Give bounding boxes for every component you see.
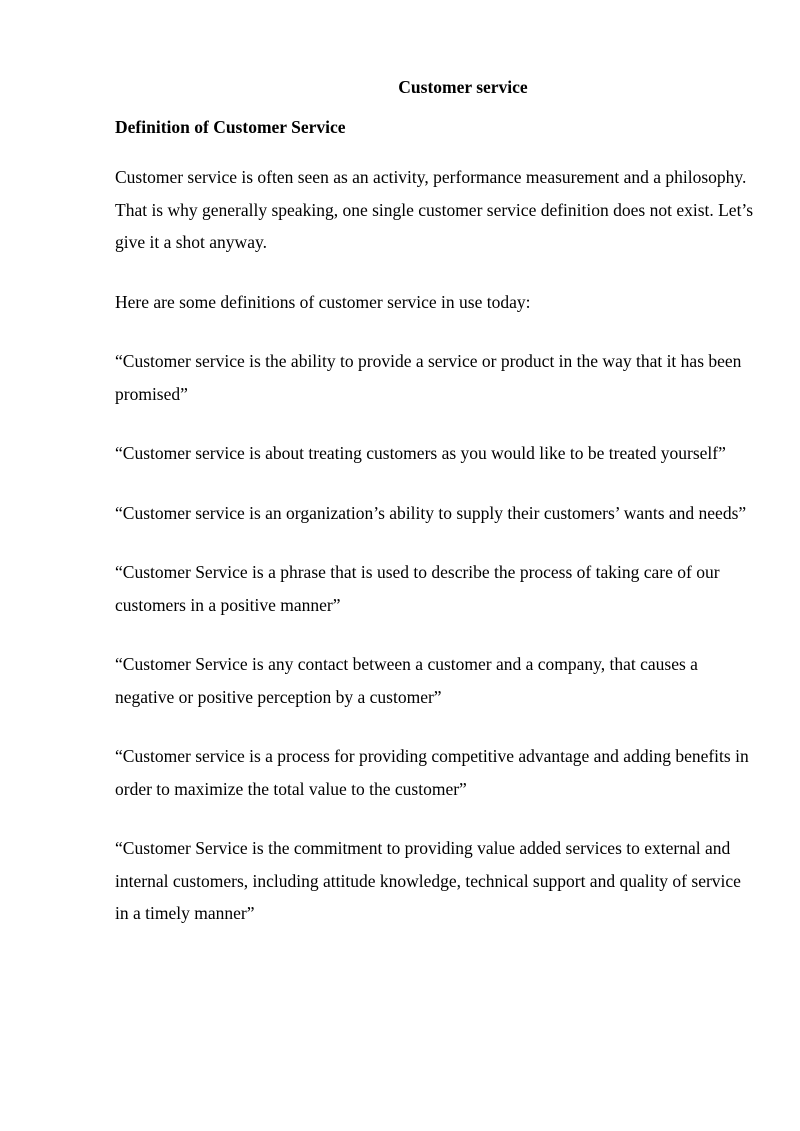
definition-quote: “Customer service is an organization’s ability to supply their customers’ wants and needs” (115, 502, 747, 523)
intro-paragraph (115, 161, 755, 259)
definition-quote: “Customer Service is a phrase that is used to describe the process of taking care of our customers in a positive manner” (115, 562, 720, 615)
definition-quote: “Customer Service is the commitment to providing value added services to external and internal customers, including attitude knowledge, technical support and quality of service in a timely manner” (115, 838, 741, 923)
section-heading: Definition of Customer Service (115, 117, 346, 137)
intro-line-2: That is why generally speaking, one single customer service definition does not exist. Let’s give it a shot anyway. (115, 199, 754, 252)
definition-quote: “Customer service is a process for providing competitive advantage and adding benefits in order to maximize the total value to the customer” (115, 746, 749, 799)
definition-quote: “Customer service is the ability to provide a service or product in the way that it has been promised” (115, 351, 742, 404)
definition-quote: “Customer service is about treating customers as you would like to be treated yourself” (115, 443, 726, 463)
intro-line-1: Customer service is often seen as an activity, performance measurement and a philosophy. (115, 167, 747, 187)
document-body (115, 116, 755, 957)
definition-quote: “Customer Service is any contact between a customer and a company, that causes a negative or positive perception by a customer” (115, 654, 698, 707)
lead-paragraph: Here are some definitions of customer service in use today: (115, 291, 531, 312)
document-title: Customer service (398, 77, 528, 97)
